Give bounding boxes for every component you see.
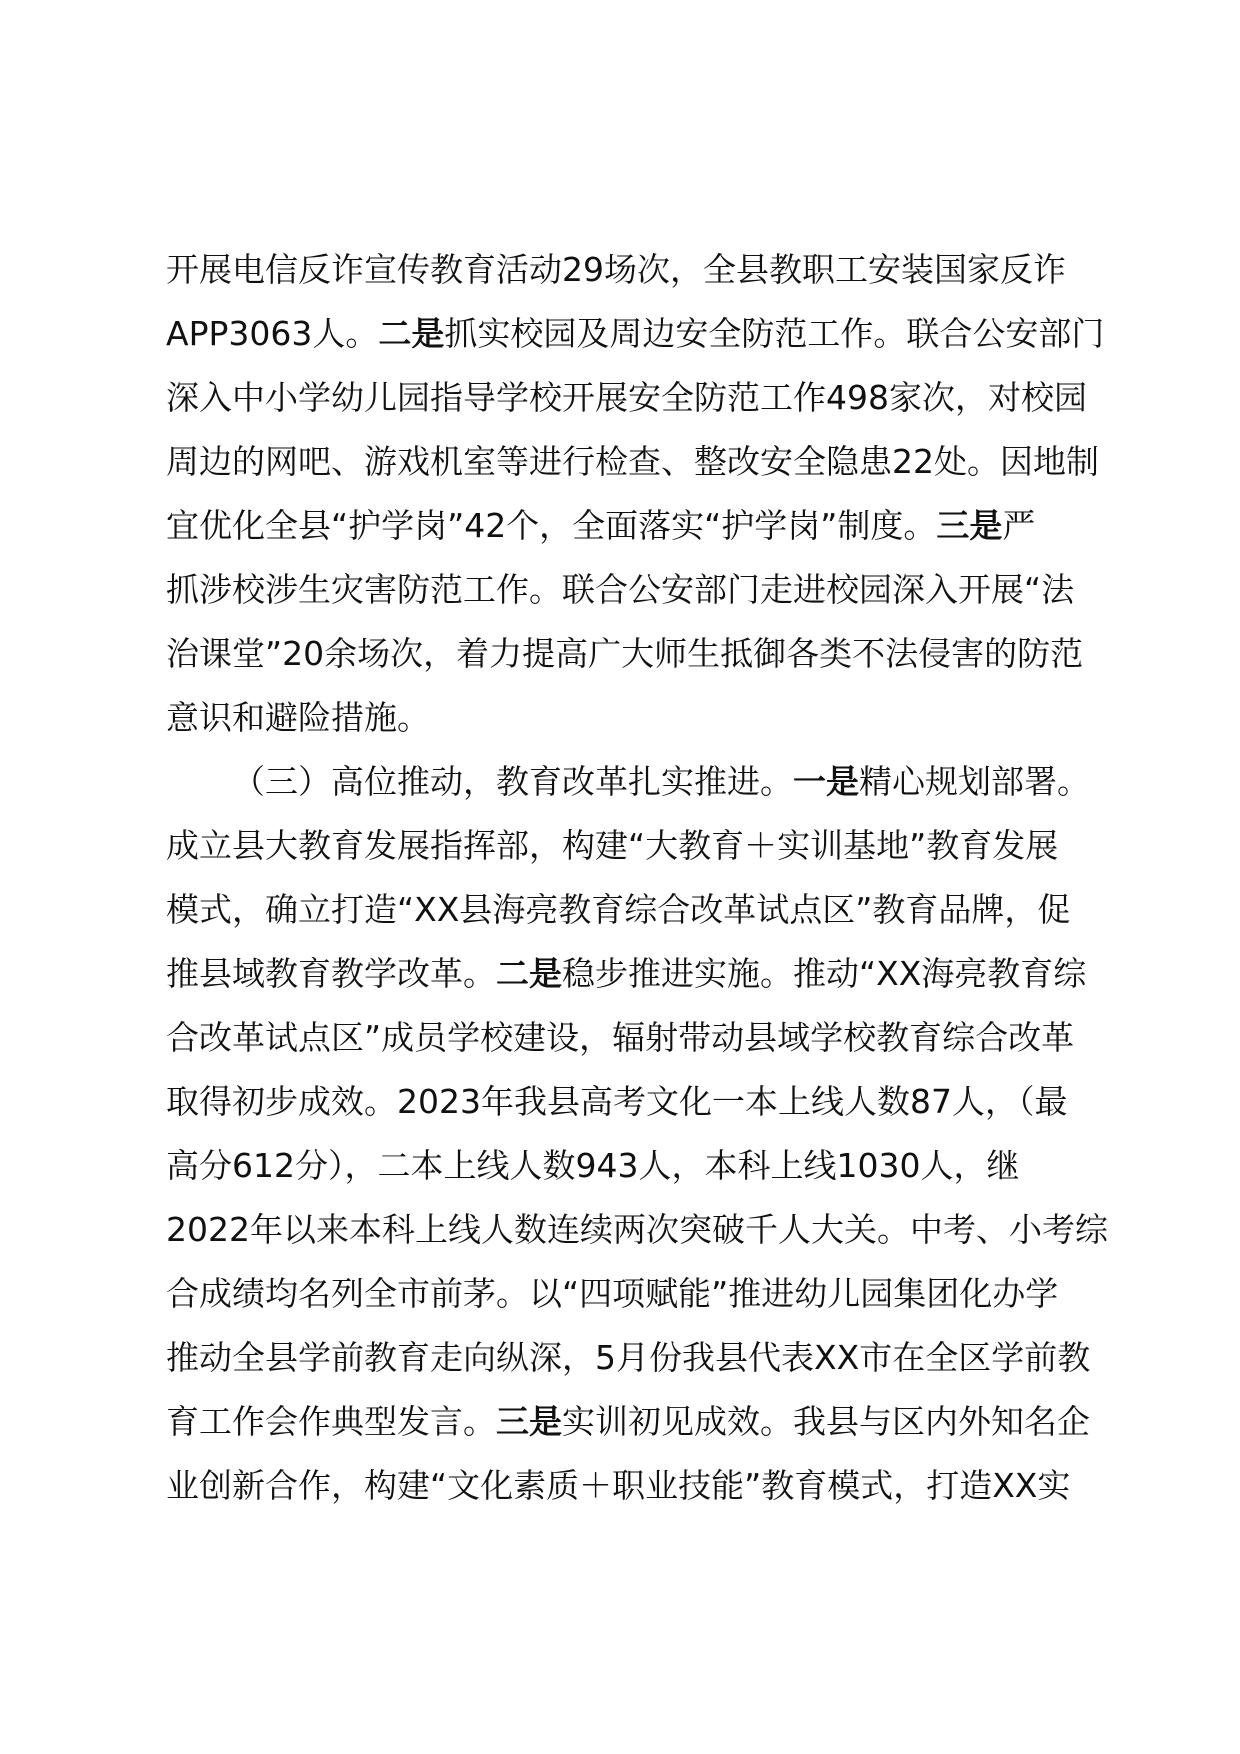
text-line: [166, 302, 1111, 366]
text-run: 稳步推进实施。推动“XX海亮教育综: [562, 954, 1087, 993]
text-run: 治课堂”20余场次，着力提高广大师生抵御各类不法侵害的防范: [166, 634, 1084, 673]
text-run: 抓实校园及周边安全防范工作。联合公安部门: [444, 314, 1105, 353]
bold-marker: 一是: [793, 762, 859, 801]
section-heading-line: [166, 750, 1111, 814]
text-run: 精心规划部署。: [859, 762, 1090, 801]
text-run: 周边的网吧、游戏机室等进行检查、整改安全隐患22处。因地制: [166, 442, 1099, 481]
text-run: 抓涉校涉生灾害防范工作。联合公安部门走进校园深入开展“法: [166, 570, 1075, 609]
text-line: [166, 814, 1111, 878]
text-line: [166, 1454, 1111, 1518]
bold-marker: 二是: [496, 954, 562, 993]
bold-marker: 三是: [936, 506, 1003, 545]
text-line: [166, 494, 1111, 558]
text-line: [166, 1262, 1111, 1326]
text-run: （三）高位推动，教育改革扎实推进。: [232, 762, 793, 801]
text-line: [166, 366, 1111, 430]
text-run: 合成绩均名列全市前茅。以“四项赋能”推进幼儿园集团化办学: [166, 1274, 1059, 1313]
text-run: 成立县大教育发展指挥部，构建“大教育＋实训基地”教育发展: [166, 826, 1059, 865]
text-line: [166, 1198, 1111, 1262]
text-run: 合改革试点区”成员学校建设，辐射带动县域学校教育综合改革: [166, 1018, 1075, 1057]
text-line: [166, 238, 1111, 302]
text-run: 模式，确立打造“XX县海亮教育综合改革试点区”教育品牌，促: [166, 890, 1071, 929]
text-line: [166, 686, 1111, 750]
text-line: [166, 1326, 1111, 1390]
text-run: 深入中小学幼儿园指导学校开展安全防范工作498家次，对校园: [166, 378, 1087, 417]
text-line: [166, 1070, 1111, 1134]
text-line: [166, 1134, 1111, 1198]
text-line: [166, 878, 1111, 942]
text-line: [166, 942, 1111, 1006]
text-line: [166, 622, 1111, 686]
text-run: 推县域教育教学改革。: [166, 954, 496, 993]
text-run: 意识和避险措施。: [166, 698, 430, 737]
bold-marker: 二是: [378, 314, 445, 353]
text-run: 实训初见成效。我县与区内外知名企: [562, 1402, 1090, 1441]
text-run: 2022年以来本科上线人数连续两次突破千人大关。中考、小考综: [166, 1210, 1108, 1249]
text-run: 宜优化全县“护学岗”42个，全面落实“护学岗”制度。: [166, 506, 937, 545]
text-run: 育工作会作典型发言。: [166, 1402, 496, 1441]
text-line: [166, 558, 1111, 622]
bold-marker: 三是: [496, 1402, 562, 1441]
text-line: [166, 1390, 1111, 1454]
text-run: 业创新合作，构建“文化素质＋职业技能”教育模式，打造XX实: [166, 1466, 1071, 1505]
text-run: APP3063人。: [166, 314, 379, 353]
text-run: 开展电信反诈宣传教育活动29场次，全县教职工安装国家反诈: [166, 250, 1066, 289]
text-run: 取得初步成效。2023年我县高考文化一本上线人数87人，（最: [166, 1082, 1068, 1121]
text-run: 严: [1002, 506, 1036, 545]
text-line: [166, 1006, 1111, 1070]
text-run: 推动全县学前教育走向纵深，5月份我县代表XX市在全区学前教: [166, 1338, 1091, 1377]
body-text: [166, 238, 1111, 1518]
text-line: [166, 430, 1111, 494]
text-run: 高分612分），二本上线人数943人，本科上线1030人，继: [166, 1146, 1020, 1185]
